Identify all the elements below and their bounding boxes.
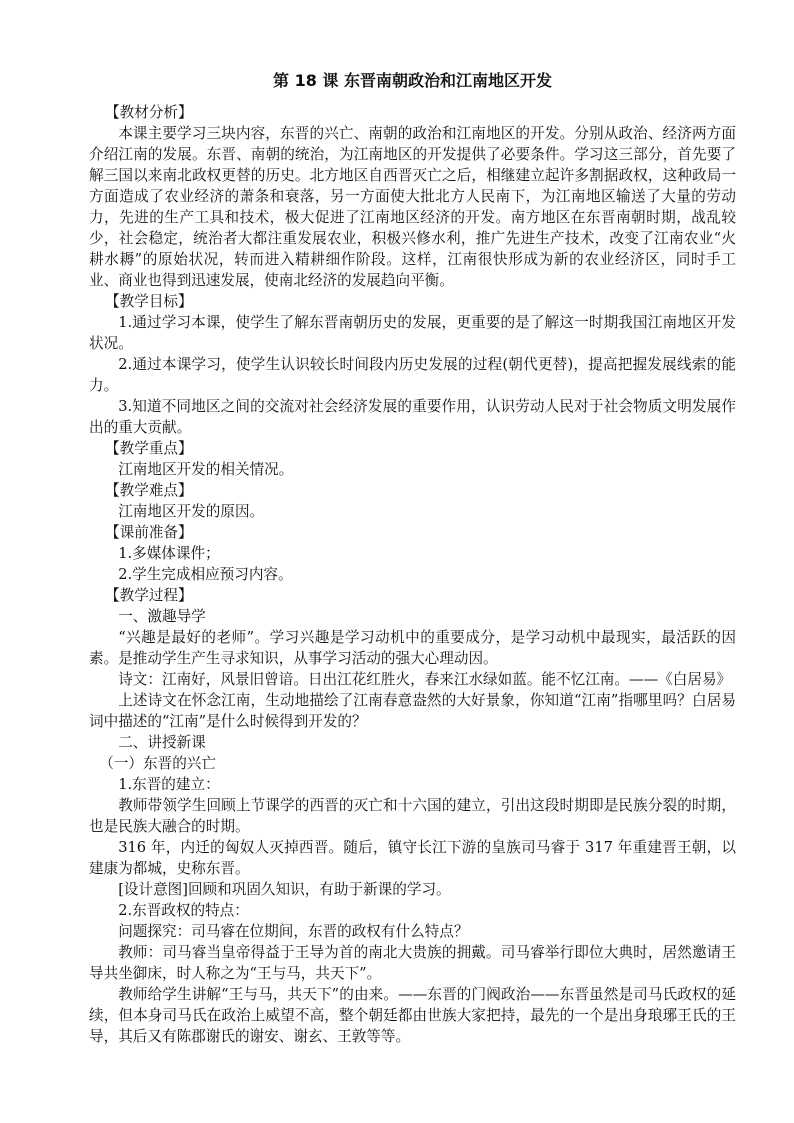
paragraph: 诗文：江南好，风景旧曾谙。日出江花红胜火，春来江水绿如蓝。能不忆江南。——《白居易》 [118,671,732,688]
document-page [89,70,736,1047]
paragraph: 一、激趣导学 [118,608,206,625]
paragraph: 教师带领学生回顾上节课学的西晋的灭亡和十六国的建立，引出这段时期即是民族分裂的时期，也是民族大融合的时期。 [89,797,736,835]
paragraph: 316 年，内迁的匈奴人灭掉西晋。随后，镇守长江下游的皇族司马睿于 317 年重建晋王朝，以建康为都城，史称东晋。 [89,839,736,877]
lesson-title: 第 18 课 东晋南朝政治和江南地区开发 [273,71,552,90]
section-heading: 【教学过程】 [105,587,193,604]
paragraph: 1.通过学习本课，使学生了解东晋南朝历史的发展，更重要的是了解这一时期我国江南地区开发状况。 [89,314,736,352]
paragraph: 江南地区开发的原因。 [118,503,265,520]
section-heading: 【教学难点】 [105,482,193,499]
paragraph: 上述诗文在怀念江南，生动地描绘了江南春意盎然的大好景象，你知道“江南”指哪里吗？白居易词中描述的“江南”是什么时候得到开发的？ [89,692,736,730]
paragraph: [设计意图]回顾和巩固久知识，有助于新课的学习。 [118,881,451,898]
paragraph: 2.学生完成相应预习内容。 [118,566,293,583]
section-heading: 【课前准备】 [105,524,193,541]
paragraph: 2.东晋政权的特点： [118,902,249,919]
section-heading: 【教学目标】 [105,293,193,310]
paragraph: 教师给学生讲解“王与马，共天下”的由来。——东晋的门阀政治——东晋虽然是司马氏政权的延续，但本身司马氏在政治上威望不高，整个朝廷都由世族大家把持，最先的一个是出身琅琊王氏的王导，其后又有陈郡谢氏的谢安、谢玄、王敦等等。 [89,986,736,1045]
paragraph: 本课主要学习三块内容，东晋的兴亡、南朝的政治和江南地区的开发。分别从政治、经济两方面介绍江南的发展。东晋、南朝的统治，为江南地区的开发提供了必要条件。学习这三部分，首先要了解三国以来南北政权更替的历史。北方地区自西晋灭亡之后，相继建立起许多割据政权，这种政局一方面造成了农业经济的萧条和衰落，另一方面使大批北方人民南下，为江南地区输送了大量的劳动力，先进的生产工具和技术，极大促进了江南地区经济的开发。南方地区在东晋南朝时期，战乱较少，社会稳定，统治者大都注重发展农业，积极兴修水利，推广先进生产技术，改变了江南农业“火耕水耨”的原始状况，转而进入精耕细作阶段。这样，江南很快形成为新的农业经济区，同时手工业、商业也得到迅速发展，使南北经济的发展趋向平衡。 [89,125,736,289]
section-heading: 【教材分析】 [105,104,193,121]
paragraph: 1.多媒体课件； [118,545,220,562]
document-body [89,102,736,1047]
section-heading: 【教学重点】 [105,440,193,457]
paragraph: 江南地区开发的相关情况。 [118,461,294,478]
paragraph: 教师：司马睿当皇帝得益于王导为首的南北大贵族的拥戴。司马睿举行即位大典时，居然邀请王导共坐御床，时人称之为“王与马，共天下”。 [89,944,736,982]
paragraph: 2.通过本课学习，使学生认识较长时间段内历史发展的过程(朝代更替)，提高把握发展线索的能力。 [89,356,736,394]
paragraph: “兴趣是最好的老师”。学习兴趣是学习动机中的重要成分，是学习动机中最现实，最活跃的因素。是推动学生产生寻求知识，从事学习活动的强大心理动因。 [89,629,736,667]
paragraph: 问题探究：司马睿在位期间，东晋的政权有什么特点？ [118,923,469,940]
paragraph: 1.东晋的建立： [118,776,220,793]
section-heading: （一）东晋的兴亡 [99,755,216,772]
paragraph: 3.知道不同地区之间的交流对社会经济发展的重要作用，认识劳动人民对于社会物质文明发展作出的重大贡献。 [89,398,736,436]
paragraph: 二、讲授新课 [118,734,206,751]
